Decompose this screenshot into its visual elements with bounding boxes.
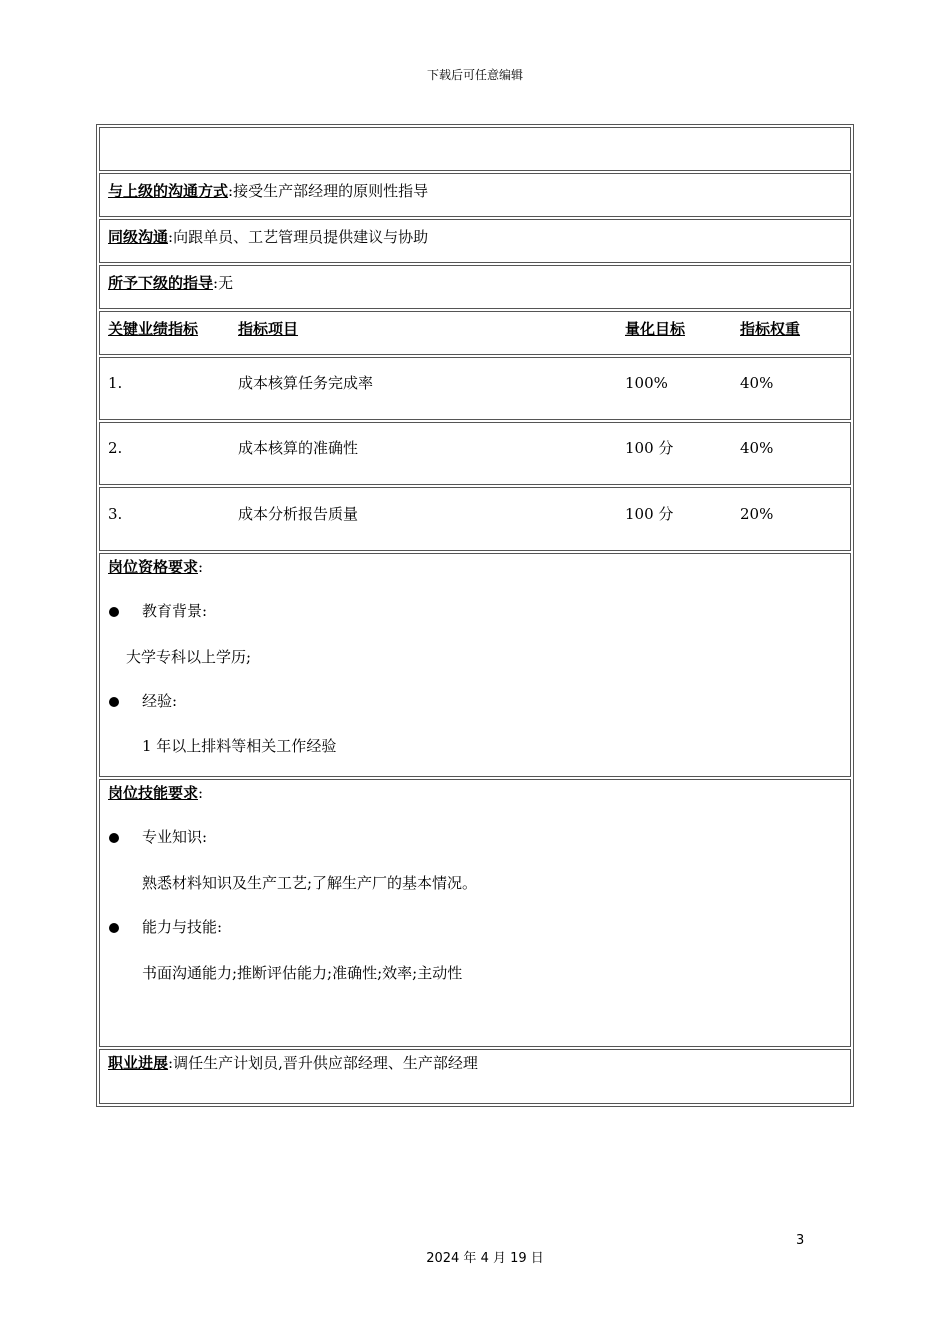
subordinate-guidance-label: 所予下级的指导 — [108, 274, 214, 292]
superior-communication-label: 与上级的沟通方式 — [108, 182, 229, 200]
kpi-row-number: 2. — [108, 439, 123, 457]
kpi-row-item: 成本分析报告质量 — [238, 505, 359, 523]
kpi-row-3 — [99, 487, 851, 551]
kpi-row-target: 100 分 — [625, 505, 674, 523]
career-progression-text: :调任生产计划员,晋升供应部经理、生产部经理 — [168, 1054, 478, 1072]
skills-colon: : — [198, 784, 204, 802]
kpi-header-target: 量化目标 — [625, 320, 686, 338]
kpi-row-2 — [99, 422, 851, 485]
skills-heading — [108, 784, 203, 802]
kpi-row-item: 成本核算任务完成率 — [238, 374, 374, 392]
peer-communication-label: 同级沟通 — [108, 228, 169, 246]
kpi-row-target: 100% — [625, 374, 668, 392]
qualification-label: 岗位资格要求 — [108, 558, 199, 576]
superior-communication-text: :接受生产部经理的原则性指导 — [228, 182, 429, 200]
experience-text: 1 年以上排料等相关工作经验 — [142, 737, 337, 755]
kpi-row-target: 100 分 — [625, 439, 674, 457]
knowledge-title: 专业知识: — [142, 828, 208, 846]
superior-communication — [108, 182, 428, 200]
career-progression-row — [99, 1049, 851, 1104]
bullet-icon — [109, 607, 119, 617]
superior-communication-row — [99, 173, 851, 217]
kpi-header-item: 指标项目 — [238, 320, 299, 338]
kpi-header-indicator: 关键业绩指标 — [108, 320, 199, 338]
qualification-colon: : — [198, 558, 204, 576]
kpi-row-number: 1. — [108, 374, 123, 392]
ability-text: 书面沟通能力;推断评估能力;准确性;效率;主动性 — [142, 964, 463, 982]
education-text: 大学专科以上学历; — [126, 648, 252, 666]
qualification-row — [99, 553, 851, 777]
career-progression-label: 职业进展 — [108, 1054, 169, 1072]
subordinate-guidance — [108, 274, 233, 292]
knowledge-text: 熟悉材料知识及生产工艺;了解生产厂的基本情况。 — [142, 874, 478, 892]
ability-title: 能力与技能: — [142, 918, 223, 936]
page-number: 3 — [796, 1233, 805, 1248]
kpi-row-1 — [99, 357, 851, 420]
peer-communication-row — [99, 219, 851, 263]
peer-communication-text: :向跟单员、工艺管理员提供建议与协助 — [168, 228, 429, 246]
subordinate-guidance-text: :无 — [213, 274, 234, 292]
empty-row — [99, 127, 851, 171]
qualification-heading — [108, 558, 203, 576]
kpi-header-row — [99, 311, 851, 355]
kpi-header-weight: 指标权重 — [740, 320, 801, 338]
kpi-row-weight: 40% — [740, 374, 774, 392]
bullet-icon — [109, 833, 119, 843]
skills-label: 岗位技能要求 — [108, 784, 199, 802]
kpi-row-number: 3. — [108, 505, 123, 523]
experience-title: 经验: — [142, 692, 178, 710]
career-progression — [108, 1054, 478, 1072]
bullet-icon — [109, 923, 119, 933]
education-title: 教育背景: — [142, 602, 208, 620]
footer-date: 2024 年 4 月 19 日 — [426, 1251, 544, 1266]
subordinate-guidance-row — [99, 265, 851, 309]
header-note: 下载后可任意编辑 — [426, 68, 523, 82]
peer-communication — [108, 228, 428, 246]
skills-row — [99, 779, 851, 1047]
job-description-table — [96, 124, 854, 1107]
kpi-row-item: 成本核算的准确性 — [238, 439, 359, 457]
kpi-row-weight: 40% — [740, 439, 774, 457]
bullet-icon — [109, 697, 119, 707]
kpi-row-weight: 20% — [740, 505, 774, 523]
